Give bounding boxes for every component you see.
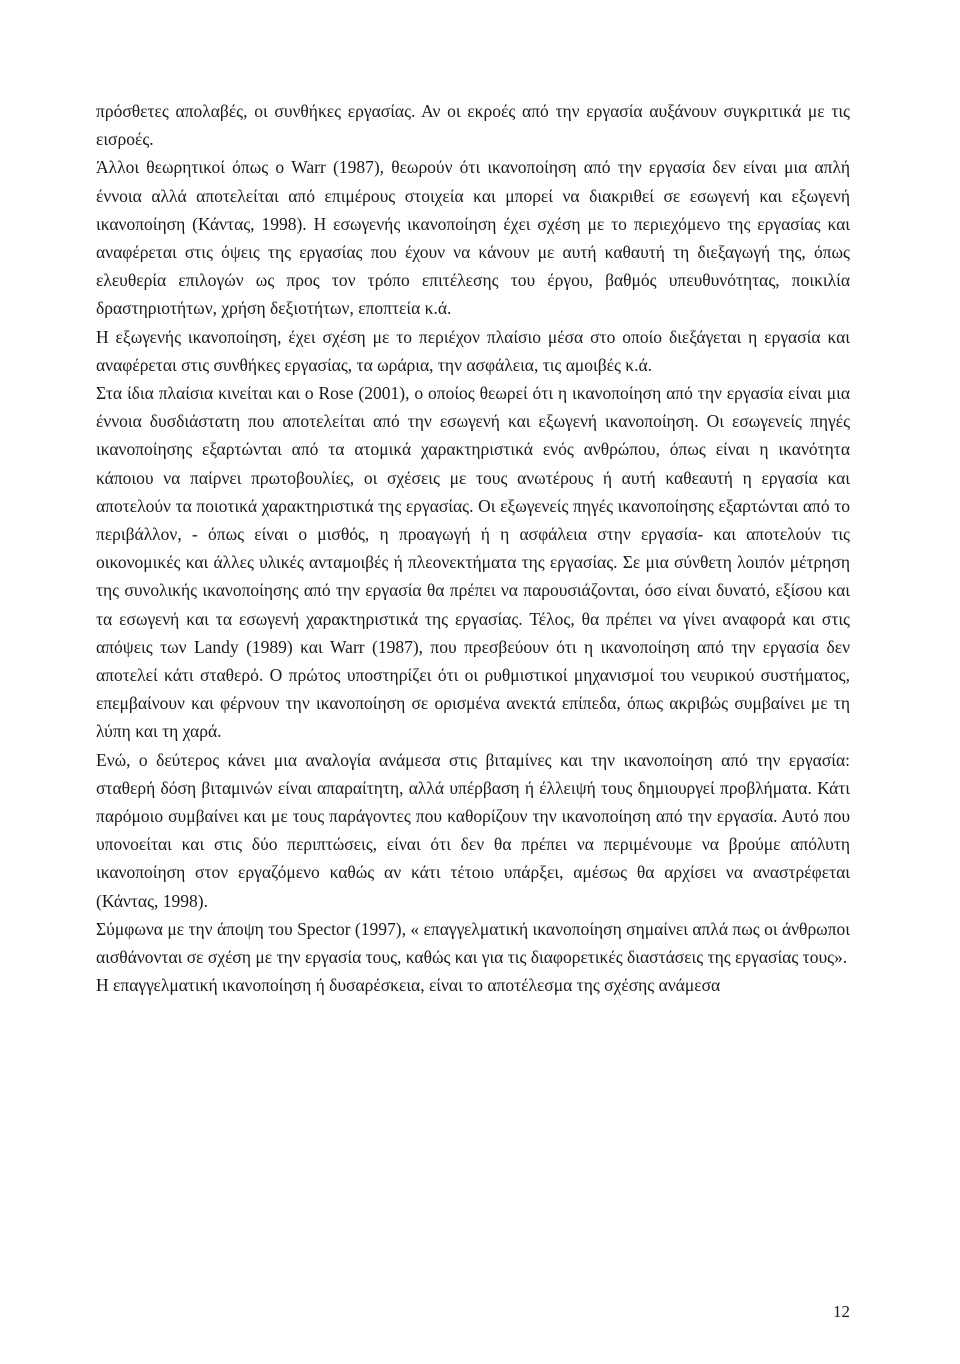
body-text xyxy=(96,97,850,1000)
paragraph-5: Ενώ, ο δεύτερος κάνει μια αναλογία ανάμεσα στις βιταμίνες και την ικανοποίηση από την εργασία: σταθερή δόση βιταμινών είναι απαραίτητη, αλλά υπέρβαση ή έλλειψή τους δημιουργεί προβλήματα. Κάτι παρόμοιο συμβαίνει και με τους παράγοντες που καθορίζουν την ικανοποίηση από την εργασία. Αυτό που υπονοείται και στις δύο περιπτώσεις, είναι ότι δεν θα πρέπει να περιμένουμε να βρούμε απόλυτη ικανοποίηση στον εργαζόμενο καθώς αν κάτι τέτοιο υπάρξει, αμέσως θα αρχίσει να αναστρέφεται (Κάντας, 1998). xyxy=(96,749,850,911)
paragraph-6: Σύμφωνα με την άποψη του Spector (1997), « επαγγελματική ικανοποίηση σημαίνει απλά πως οι άνθρωποι αισθάνονται σε σχέση με την εργασία τους, καθώς και για τις διαφορετικές διαστάσεις της εργασίας τους». xyxy=(96,918,850,968)
paragraph-4: Στα ίδια πλαίσια κινείται και ο Rose (2001), ο οποίος θεωρεί ότι η ικανοποίηση από την εργασία είναι μια έννοια δυσδιάστατη που αποτελείται από την εσωγενή και εξωγενή ικανοποίηση. Οι εσωγενείς πηγές ικανοποίησης εξαρτώνται από τα ατομικά χαρακτηριστικά ενός ανθρώπου, όπως είναι η ικανότητα κάποιου να παίρνει πρωτοβουλίες, οι σχέσεις με τους ανωτέρους ή αυτή καθεαυτή η εργασία και αποτελούν τα ποιοτικά χαρακτηριστικά της εργασίας. Οι εξωγενείς πηγές ικανοποίησης εξαρτώνται από το περιβάλλον, - όπως είναι ο μισθός, η προαγωγή ή η ασφάλεια στην εργασία- και αποτελούν τις οικονομικές και άλλες υλικές ανταμοιβές ή πλεονεκτήματα της εργασίας. Σε μια σύνθετη λοιπόν μέτρηση της συνολικής ικανοποίησης από την εργασία θα πρέπει να παρουσιάζονται, όσο είναι δυνατό, εξίσου και τα εσωγενή και τα εσωγενή χαρακτηριστικά της εργασίας. Τέλος, θα πρέπει να γίνει αναφορά και στις απόψεις των Landy (1989) και Warr (1987), που πρεσβεύουν ότι η ικανοποίηση από την εργασία δεν αποτελεί κάτι σταθερό. Ο πρώτος υποστηρίζει ότι οι ρυθμιστικοί μηχανισμοί του νευρικού συστήματος, επεμβαίνουν και φέρνουν την ικανοποίηση σε ορισμένα ανεκτά επίπεδα, όπως ακριβώς συμβαίνει με τη λύπη και τη χαρά. xyxy=(96,383,850,742)
paragraph-7: Η επαγγελματική ικανοποίηση ή δυσαρέσκεια, είναι το αποτέλεσμα της σχέσης ανάμεσα xyxy=(96,975,721,996)
paragraph-3: Η εξωγενής ικανοποίηση, έχει σχέση με το περιέχον πλαίσιο μέσα στο οποίο διεξάγεται η εργασία και αναφέρεται στις συνθήκες εργασίας, τα ωράρια, την ασφάλεια, τις αμοιβές κ.ά. xyxy=(96,326,850,375)
paragraph-2: Άλλοι θεωρητικοί όπως ο Warr (1987), θεωρούν ότι ικανοποίηση από την εργασία δεν είναι μια απλή έννοια αλλά αποτελείται από επιμέρους στοιχεία και μπορεί να διακριθεί σε εσωγενή και εξωγενή ικανοποίηση (Κάντας, 1998). Η εσωγενής ικανοποίηση έχει σχέση με το περιεχόμενο της εργασίας και αναφέρεται στις όψεις της εργασίας που έχουν να κάνουν με αυτή καθαυτή τη διεξαγωγή της, όπως ελευθερία επιλογών ως προς τον τρόπο επιτέλεσης του έργου, βαθμός υπευθυνότητας, ποικιλία δραστηριοτήτων, χρήση δεξιοτήτων, εποπτεία κ.ά. xyxy=(96,157,850,319)
paragraph-1: πρόσθετες απολαβές, οι συνθήκες εργασίας. Αν οι εκροές από την εργασία αυξάνουν συγκριτικά με τις εισροές. xyxy=(96,101,850,150)
page-number: 12 xyxy=(833,1302,850,1321)
